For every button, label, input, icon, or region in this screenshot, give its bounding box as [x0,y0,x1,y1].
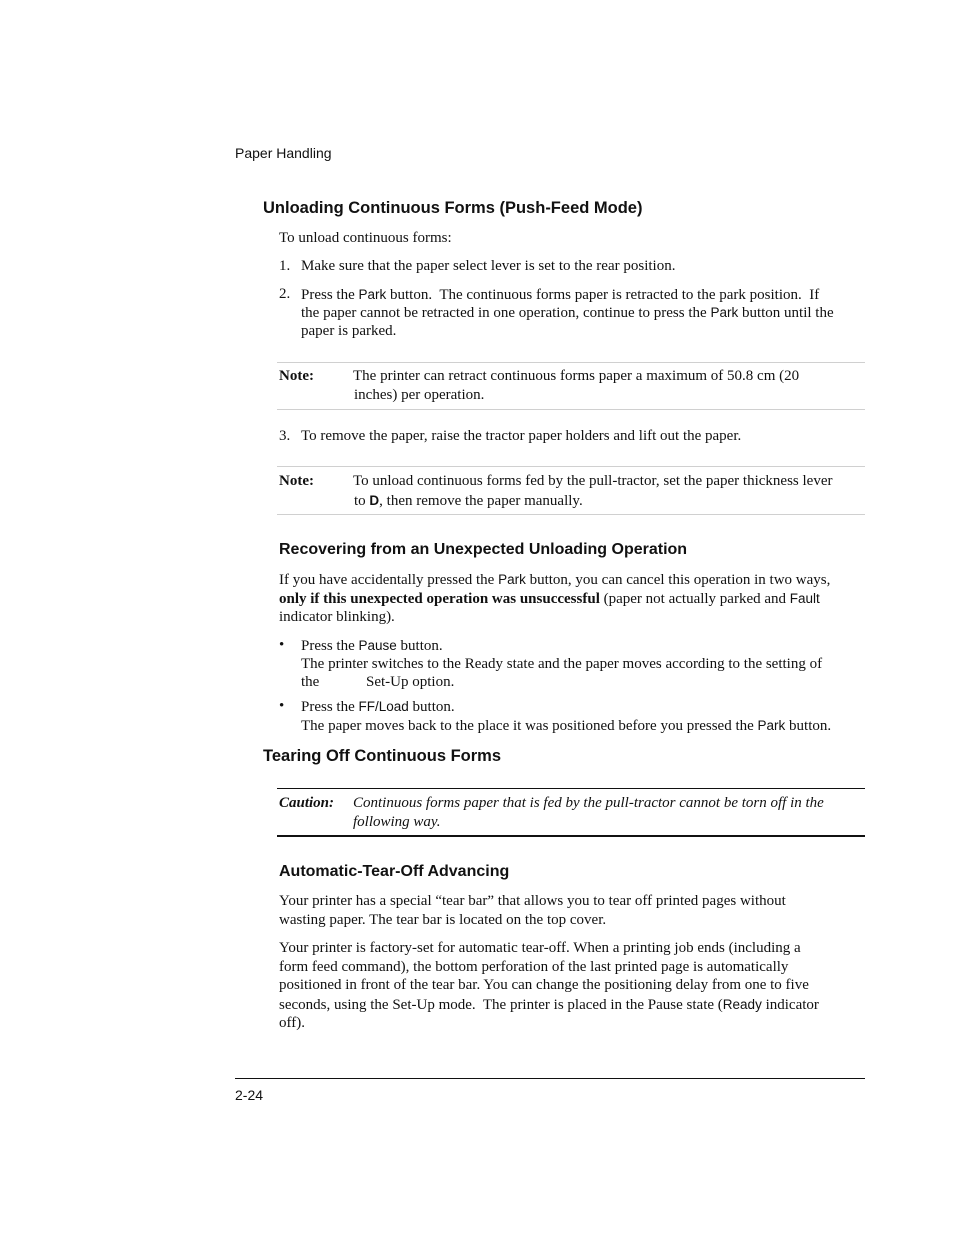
auto-para-1-line-1: Your printer has a special “tear bar” that allows you to tear off printed pages without [279,893,786,909]
footer-rule [235,1078,865,1079]
bullet-1-line-2: The printer switches to the Ready state and the paper moves according to the setting of [301,656,823,672]
step-2-line-3: paper is parked. [301,323,397,339]
caution-top-rule [277,788,865,789]
note-2-top-rule [277,466,865,467]
park-keyword: Park [498,572,526,587]
section-heading-auto-tear-off: Automatic-Tear-Off Advancing [279,863,510,880]
bullet-1-line-3b: Set-Up option. [366,674,455,690]
park-keyword: Park [757,718,786,733]
recover-para-line-3: indicator blinking). [279,609,395,625]
note-2-line-1: To unload continuous forms fed by the pull-tractor, set the paper thickness lever [353,473,833,489]
note-1-line-1: The printer can retract continuous forms paper a maximum of 50.8 cm (20 [353,368,800,384]
auto-para-2-line-5: off). [279,1015,305,1031]
intro-text: To unload continuous forms: [279,230,452,246]
auto-para-1-line-2: wasting paper. The tear bar is located on the top cover. [279,912,607,928]
bullet-1-marker: • [279,637,285,653]
page-number: 2-24 [235,1087,264,1103]
step-2-number: 2. [279,286,291,302]
pause-keyword: Pause [358,638,397,653]
auto-para-2-line-2: form feed command), the bottom perforation of the last printed page is automatically [279,959,789,975]
emphasis-text: only if this unexpected operation was unsuccessful [279,591,600,607]
auto-para-2-line-4: seconds, using the Set-Up mode. The printer is placed in the Pause state (Ready indicator [279,997,819,1013]
running-head: Paper Handling [235,145,332,161]
fault-keyword: Fault [789,591,820,606]
note-2-label: Note: [279,473,314,489]
note-1-bottom-rule [277,409,865,410]
step-1-text: Make sure that the paper select lever is set to the rear position. [301,258,676,274]
step-3-number: 3. [279,428,291,444]
recover-para-line-1: If you have accidentally pressed the Park button, you can cancel this operation in two ways, [279,572,831,588]
note-2-bottom-rule [277,514,865,515]
section-heading-tearing: Tearing Off Continuous Forms [263,747,502,765]
bullet-2-line-2: The paper moves back to the place it was positioned before you pressed the Park button. [301,718,832,734]
section-heading-unloading: Unloading Continuous Forms (Push-Feed Mode) [263,199,643,217]
auto-para-2-line-1: Your printer is factory-set for automatic tear-off. When a printing job ends (including a [279,940,801,956]
caution-bottom-rule [277,835,865,837]
section-heading-recovering: Recovering from an Unexpected Unloading Operation [279,541,688,558]
ff-load-keyword: FF/Load [358,699,409,714]
step-3-text: To remove the paper, raise the tractor paper holders and lift out the paper. [301,428,742,444]
park-keyword: Park [358,287,387,302]
step-2-line-1: Press the Park button. The continuous forms paper is retracted to the park position. If [301,287,820,303]
bullet-2-line-1: Press the FF/Load button. [301,699,455,715]
step-2-line-2: the paper cannot be retracted in one operation, continue to press the Park button until the [301,305,834,321]
park-keyword: Park [710,305,739,320]
note-2-line-2: to D, then remove the paper manually. [354,493,583,509]
bullet-1-line-3a: the [301,674,320,690]
caution-line-2: following way. [353,814,441,830]
ready-keyword: Ready [722,997,762,1012]
note-1-top-rule [277,362,865,363]
recover-para-line-2: only if this unexpected operation was unsuccessful (paper not actually parked and Fault [279,591,820,607]
step-1-number: 1. [279,258,291,274]
caution-line-1: Continuous forms paper that is fed by the pull-tractor cannot be torn off in the [353,795,824,811]
note-1-line-2: inches) per operation. [354,387,485,403]
caution-label: Caution: [279,795,335,811]
auto-para-2-line-3: positioned in front of the tear bar. You can change the positioning delay from one to five [279,977,809,993]
d-keyword: D [369,493,380,508]
note-1-label: Note: [279,368,314,384]
bullet-1-line-1: Press the Pause button. [301,638,443,654]
bullet-2-marker: • [279,698,285,714]
